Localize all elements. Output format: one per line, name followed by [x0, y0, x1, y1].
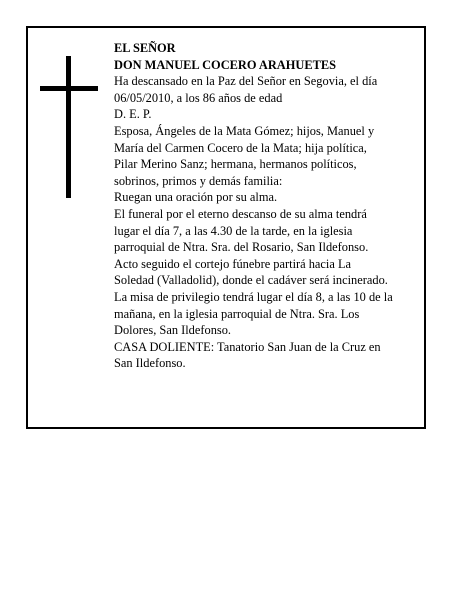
obituary-text: [114, 40, 424, 372]
body-line: Dolores, San Ildefonso.: [114, 323, 232, 338]
body-line: mañana, en la iglesia parroquial de Ntra. Sra. Los: [114, 306, 360, 321]
body-line: Acto seguido el cortejo fúnebre partirá hacia La: [114, 256, 352, 271]
body-line: Esposa, Ángeles de la Mata Gómez; hijos, Manuel y: [114, 123, 375, 138]
body-line: San Ildefonso.: [114, 356, 186, 371]
body-line: D. E. P.: [114, 107, 152, 122]
body-line: sobrinos, primos y demás familia:: [114, 173, 283, 188]
body-line: Ruegan una oración por su alma.: [114, 190, 278, 205]
body-line: Ha descansado en la Paz del Señor en Segovia, el día: [114, 74, 378, 89]
body-line: Soledad (Valladolid), donde el cadáver será incinerado.: [114, 273, 388, 288]
body-line: María del Carmen Cocero de la Mata; hija política,: [114, 140, 367, 155]
body-line: CASA DOLIENTE: Tanatorio San Juan de la Cruz en: [114, 339, 381, 354]
cross-horizontal-bar: [40, 86, 98, 91]
cross-vertical-bar: [66, 56, 71, 198]
body-line: Pilar Merino Sanz; hermana, hermanos políticos,: [114, 157, 357, 172]
obituary-notice: [26, 26, 426, 429]
heading-line-title: EL SEÑOR: [114, 41, 176, 55]
body-line: La misa de privilegio tendrá lugar el día 8, a las 10 de la: [114, 289, 393, 304]
cross-icon: [40, 56, 98, 198]
body-line: parroquial de Ntra. Sra. del Rosario, San Ildefonso.: [114, 240, 369, 255]
body-line: lugar el día 7, a las 4.30 de la tarde, en la iglesia: [114, 223, 353, 238]
heading-line-name: DON MANUEL COCERO ARAHUETES: [114, 57, 337, 72]
body-line: 06/05/2010, a los 86 años de edad: [114, 90, 283, 105]
body-line: El funeral por el eterno descanso de su alma tendrá: [114, 206, 367, 221]
